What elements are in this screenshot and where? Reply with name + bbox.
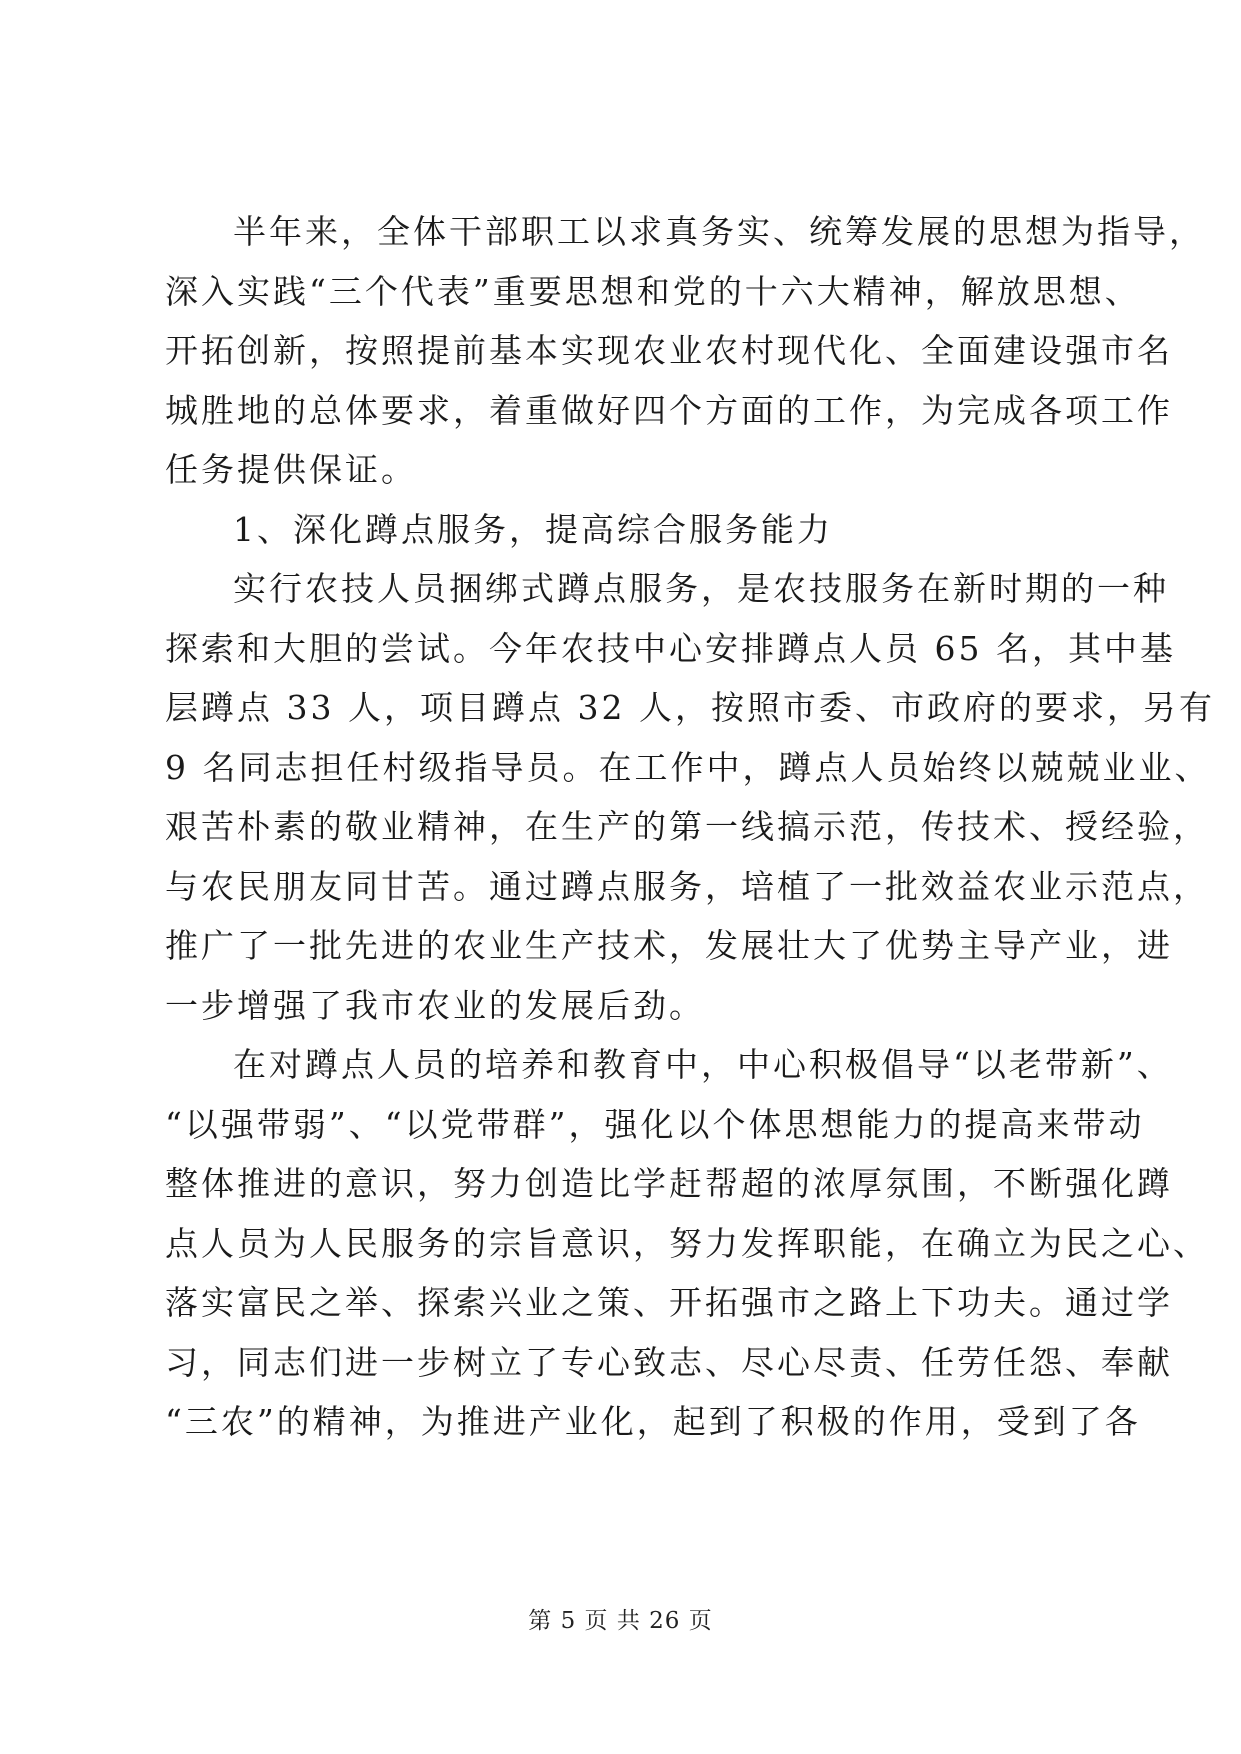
paragraph-line: 一步增强了我市农业的发展后劲。 — [165, 985, 705, 1025]
paragraph-line: 推广了一批先进的农业生产技术，发展壮大了优势主导产业，进 — [165, 926, 1173, 965]
paragraph-line: 艰苦朴素的敬业精神，在生产的第一线搞示范，传技术、授经验， — [165, 807, 1209, 846]
section-heading: 1、深化蹲点服务，提高综合服务能力 — [233, 509, 833, 549]
paragraph-line: 实行农技人员捆绑式蹲点服务，是农技服务在新时期的一种 — [233, 569, 1169, 608]
paragraph-line: 在对蹲点人员的培养和教育中，中心积极倡导“以老带新”、 — [233, 1045, 1173, 1084]
paragraph-line: 与农民朋友同甘苦。通过蹲点服务，培植了一批效益农业示范点， — [165, 866, 1209, 906]
paragraph-line: 城胜地的总体要求，着重做好四个方面的工作，为完成各项工作 — [165, 390, 1173, 430]
paragraph-line: 半年来，全体干部职工以求真务实、统筹发展的思想为指导， — [233, 212, 1205, 251]
body-text — [165, 202, 1215, 1452]
paragraph-line: 整体推进的意识，努力创造比学赶帮超的浓厚氛围，不断强化蹲 — [165, 1164, 1173, 1203]
paragraph-line: 落实富民之举、探索兴业之策、开拓强市之路上下功夫。通过学 — [165, 1283, 1173, 1322]
paragraph-line: 9 名同志担任村级指导员。在工作中，蹲点人员始终以兢兢业业、 — [165, 747, 1211, 787]
paragraph-line: 任务提供保证。 — [165, 450, 417, 489]
paragraph-line: 点人员为人民服务的宗旨意识，努力发挥职能，在确立为民之心、 — [165, 1223, 1209, 1263]
paragraph-line: 深入实践“三个代表”重要思想和党的十六大精神，解放思想、 — [165, 271, 1141, 311]
paragraph-line: 习，同志们进一步树立了专心致志、尽心尽责、任劳任怨、奉献 — [165, 1342, 1173, 1382]
paragraph-line: 探索和大胆的尝试。今年农技中心安排蹲点人员 65 名，其中基 — [165, 628, 1176, 668]
paragraph-line: 开拓创新，按照提前基本实现农业农村现代化、全面建设强市名 — [165, 331, 1173, 370]
paragraph-line: 层蹲点 33 人，项目蹲点 32 人，按照市委、市政府的要求，另有 — [165, 688, 1215, 727]
paragraph-line: “以强带弱”、“以党带群”，强化以个体思想能力的提高来带动 — [165, 1104, 1145, 1144]
paragraph-line: “三农”的精神，为推进产业化，起到了积极的作用，受到了各 — [165, 1402, 1141, 1441]
page-number-footer: 第 5 页 共 26 页 — [528, 1608, 713, 1634]
